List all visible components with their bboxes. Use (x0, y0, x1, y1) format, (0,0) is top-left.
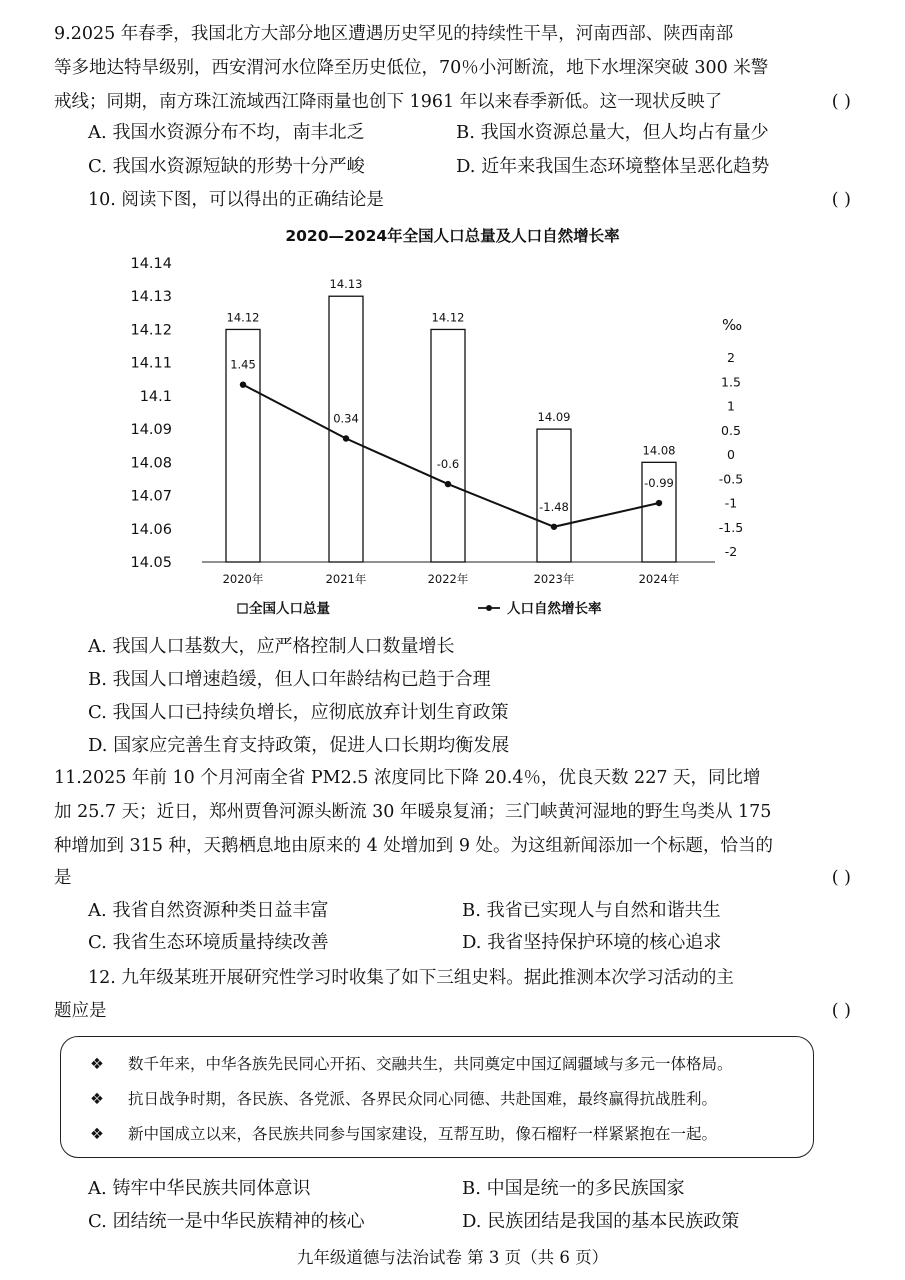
right-tick-label: -0.5 (718, 471, 744, 487)
right-axis-unit: ‰ (722, 316, 743, 334)
growth-rate-point (551, 524, 557, 530)
page-footer: 九年级道德与法治试卷 第 3 页（共 6 页） (296, 1248, 609, 1267)
legend-line-marker (486, 605, 492, 611)
q11-option-b[interactable]: B. 我省已实现人与自然和谐共生 (462, 900, 721, 921)
q9-option-b[interactable]: B. 我国水资源总量大，但人均占有量少 (456, 122, 769, 143)
growth-rate-point (656, 500, 662, 506)
population-bar (329, 296, 363, 562)
q11-option-c[interactable]: C. 我省生态环境质量持续改善 (88, 932, 329, 953)
diamond-bullet-icon: ❖ (90, 1055, 104, 1073)
q12-option-a[interactable]: A. 铸牢中华民族共同体意识 (88, 1178, 311, 1199)
x-tick-label: 2020年 (222, 572, 264, 586)
bar-value-label: 14.12 (226, 310, 260, 325)
population-bar (537, 429, 571, 562)
chart-legend (238, 600, 602, 617)
left-tick-label: 14.08 (130, 455, 172, 472)
q9-option-c[interactable]: C. 我国水资源短缺的形势十分严峻 (88, 156, 365, 177)
x-tick-label: 2024年 (638, 572, 680, 586)
q9-option-a[interactable]: A. 我国水资源分布不均，南丰北乏 (88, 122, 365, 143)
bar-value-label: 14.13 (329, 277, 363, 292)
growth-rate-point (343, 435, 349, 441)
q9-stem-line: 等多地达特旱级别，西安渭河水位降至历史低位，70％小河断流，地下水埋深突破 300 米警 (54, 58, 769, 78)
right-axis (719, 350, 743, 559)
point-value-label: 0.34 (333, 411, 359, 426)
x-tick-label: 2022年 (427, 572, 469, 586)
q11-stem-line: 11.2025 年前 10 个月河南全省 PM2.5 浓度同比下降 20.4％，优良天数 227 天，同比增 (54, 768, 761, 788)
q10-option-d[interactable]: D. 国家应完善生育支持政策，促进人口长期均衡发展 (88, 735, 510, 756)
right-tick-label: 1.5 (721, 374, 741, 390)
q11-stem-line: 是 (54, 868, 72, 888)
population-chart (0, 240, 905, 625)
q10-answer-bracket: ( ) (831, 190, 851, 210)
q9-stem-line: 戒线；同期，南方珠江流域西江降雨量也创下 1961 年以来春季新低。这一现状反映了 (54, 92, 723, 112)
diamond-bullet-icon: ❖ (90, 1090, 104, 1108)
material-text: 数千年来，中华各族先民同心开拓、交融共生，共同奠定中国辽阔疆域与多元一体格局。 (128, 1055, 733, 1073)
q10-option-b[interactable]: B. 我国人口增速趋缓，但人口年龄结构已趋于合理 (88, 669, 491, 690)
chart-title: 2020—2024年全国人口总量及人口自然增长率 (285, 227, 620, 245)
bar-value-label: 14.09 (537, 410, 571, 425)
diamond-bullet-icon: ❖ (90, 1125, 104, 1143)
right-tick-label: -1.5 (718, 519, 744, 535)
bar-value-label: 14.08 (642, 443, 676, 458)
left-tick-label: 14.07 (130, 488, 172, 505)
q9-option-d[interactable]: D. 近年来我国生态环境整体呈恶化趋势 (456, 156, 770, 177)
q11-stem-line: 种增加到 315 种，天鹅栖息地由原来的 4 处增加到 9 处。为这组新闻添加一个标题，恰当的 (54, 836, 774, 856)
q10-option-c[interactable]: C. 我国人口已持续负增长，应彻底放弃计划生育政策 (88, 702, 509, 723)
legend-bar-swatch (238, 604, 247, 613)
q9-stem-line: 9.2025 年春季，我国北方大部分地区遭遇历史罕见的持续性干旱，河南西部、陕西南部 (54, 24, 734, 44)
point-value-label: -1.48 (539, 499, 569, 514)
q11-option-d[interactable]: D. 我省坚持保护环境的核心追求 (462, 932, 722, 953)
q12-stem-line: 12. 九年级某班开展研究性学习时收集了如下三组史料。据此推测本次学习活动的主 (88, 968, 734, 988)
growth-rate-point (445, 481, 451, 487)
left-axis (130, 256, 172, 571)
q12-stem-line: 题应是 (54, 1001, 107, 1021)
left-tick-label: 14.12 (130, 322, 172, 339)
q12-option-b[interactable]: B. 中国是统一的多民族国家 (462, 1178, 685, 1199)
q9-answer-bracket: ( ) (831, 92, 851, 112)
q12-answer-bracket: ( ) (831, 1001, 851, 1021)
q12-option-c[interactable]: C. 团结统一是中华民族精神的核心 (88, 1211, 365, 1232)
right-tick-label: -1 (724, 495, 738, 511)
right-tick-label: -2 (724, 544, 738, 559)
left-tick-label: 14.13 (130, 289, 172, 306)
q12-option-d[interactable]: D. 民族团结是我国的基本民族政策 (462, 1211, 740, 1232)
q11-answer-bracket: ( ) (831, 868, 851, 888)
right-tick-label: 1 (727, 398, 735, 414)
point-value-label: -0.6 (436, 457, 460, 472)
q10-option-a[interactable]: A. 我国人口基数大，应严格控制人口数量增长 (88, 636, 455, 657)
material-text: 新中国成立以来，各民族共同参与国家建设，互帮互助，像石榴籽一样紧紧抱在一起。 (128, 1125, 718, 1143)
point-value-label: -0.99 (644, 476, 674, 491)
legend-line-label: 人口自然增长率 (507, 601, 602, 617)
q11-stem-line: 加 25.7 天；近日，郑州贾鲁河源头断流 30 年暖泉复涌；三门峡黄河湿地的野生鸟类从 175 (54, 802, 772, 822)
bar-value-label: 14.12 (431, 310, 465, 325)
x-tick-label: 2021年 (325, 572, 367, 586)
right-tick-label: 0.5 (721, 422, 741, 438)
left-tick-label: 14.11 (130, 355, 172, 372)
population-bar (431, 329, 465, 562)
material-item (90, 1122, 717, 1144)
q10-stem: 10. 阅读下图，可以得出的正确结论是 (88, 190, 384, 210)
left-tick-label: 14.14 (130, 256, 172, 272)
left-tick-label: 14.09 (130, 422, 172, 439)
material-item (90, 1052, 733, 1074)
left-tick-label: 14.1 (139, 388, 172, 405)
x-tick-label: 2023年 (533, 572, 575, 586)
material-item (90, 1087, 717, 1109)
material-text: 抗日战争时期，各民族、各党派、各界民众同心同德、共赴国难，最终赢得抗战胜利。 (128, 1090, 718, 1108)
point-value-label: 1.45 (230, 357, 256, 372)
left-tick-label: 14.05 (130, 555, 172, 571)
growth-rate-point (240, 381, 246, 387)
left-tick-label: 14.06 (130, 521, 172, 538)
legend-bar-label: 全国人口总量 (249, 601, 330, 617)
q11-option-a[interactable]: A. 我省自然资源种类日益丰富 (88, 900, 329, 921)
right-tick-label: 0 (727, 447, 735, 462)
right-tick-label: 2 (727, 350, 735, 365)
